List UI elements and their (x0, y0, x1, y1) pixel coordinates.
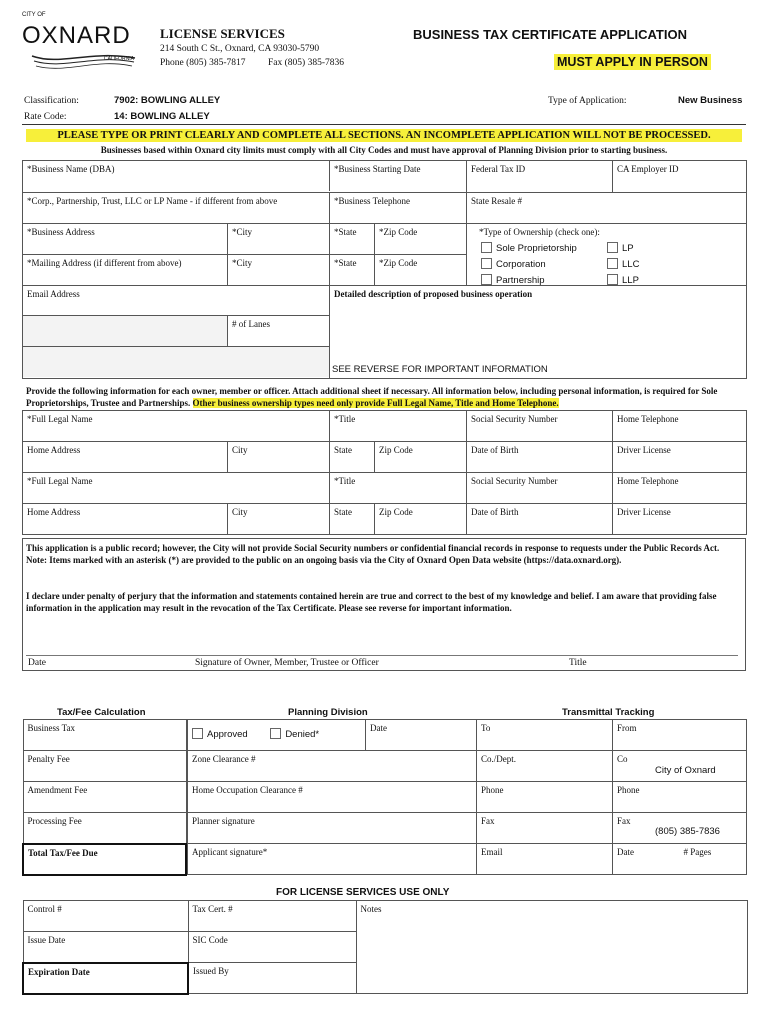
ca-employer-id-field[interactable]: CA Employer ID (613, 161, 747, 193)
checkbox-icon[interactable] (607, 242, 618, 253)
transmittal-phone2-field[interactable]: Phone (613, 782, 747, 813)
state-resale-field[interactable]: State Resale # (467, 193, 747, 224)
owner1-dob-field[interactable]: Date of Birth (467, 442, 613, 473)
ownership-type-box (467, 224, 747, 286)
office-phone: Phone (805) 385-7817 (160, 58, 246, 68)
planning-date-field[interactable]: Date (366, 720, 477, 751)
ownership-partnership[interactable]: Partnership (481, 273, 577, 289)
checkbox-icon[interactable] (192, 728, 203, 739)
transmittal-pages-field[interactable]: # Pages (680, 844, 747, 875)
owner2-name-field[interactable]: *Full Legal Name (23, 473, 330, 504)
lanes-blank (23, 316, 228, 346)
total-tax-fee-field[interactable]: Total Tax/Fee Due (23, 844, 186, 875)
transmittal-date-field[interactable]: Date (613, 844, 680, 875)
zone-clearance-field[interactable]: Zone Clearance # (188, 751, 477, 782)
date-line (26, 655, 200, 656)
checkbox-icon[interactable] (607, 274, 618, 285)
transmittal-from-field[interactable]: From (613, 720, 747, 751)
logo-sub-text: CALIFORNIA (104, 56, 135, 62)
logo-small-text: CITY OF (22, 12, 46, 18)
notice-planning: Businesses based within Oxnard city limits must comply with all City Codes and must have approval of Planning Division prior to starting business. (100, 145, 668, 155)
amendment-fee-field[interactable]: Amendment Fee (23, 782, 186, 813)
processing-fee-field[interactable]: Processing Fee (23, 813, 186, 844)
owner2-city-field[interactable]: City (228, 504, 330, 535)
owners-table (22, 410, 747, 535)
owner1-state-field[interactable]: State (330, 442, 375, 473)
owner2-state-field[interactable]: State (330, 504, 375, 535)
owner2-title-field[interactable]: *Title (330, 473, 467, 504)
transmittal-fax2-field[interactable]: Fax (805) 385-7836 (613, 813, 747, 844)
owner2-home-phone-field[interactable]: Home Telephone (613, 473, 747, 504)
signature-owner-label[interactable]: Signature of Owner, Member, Trustee or Officer (195, 658, 379, 668)
office-title: LICENSE SERVICES (160, 26, 285, 41)
city-logo (22, 12, 142, 74)
transmittal-co-value: City of Oxnard (655, 765, 716, 776)
home-occupation-field[interactable]: Home Occupation Clearance # (188, 782, 477, 813)
office-use-heading: FOR LICENSE SERVICES USE ONLY (276, 887, 450, 898)
tax-cert-field[interactable]: Tax Cert. # (188, 901, 356, 932)
control-number-field[interactable]: Control # (23, 901, 188, 932)
owner2-ssn-field[interactable]: Social Security Number (467, 473, 613, 504)
owner2-dob-field[interactable]: Date of Birth (467, 504, 613, 535)
tax-fee-table (22, 719, 187, 876)
notice-incomplete: PLEASE TYPE OR PRINT CLEARLY AND COMPLETE ALL SECTIONS. AN INCOMPLETE APPLICATION WILL NOT BE PROCESSED. (26, 129, 742, 142)
penalty-fee-field[interactable]: Penalty Fee (23, 751, 186, 782)
business-tax-field[interactable]: Business Tax (23, 720, 186, 751)
business-telephone-field[interactable]: *Business Telephone (334, 196, 410, 206)
ownership-type-label: *Type of Ownership (check one): (479, 227, 600, 237)
owner1-title-field[interactable]: *Title (330, 411, 467, 442)
checkbox-icon[interactable] (481, 258, 492, 269)
owner1-zip-field[interactable]: Zip Code (375, 442, 467, 473)
lanes-field[interactable]: # of Lanes (232, 319, 270, 329)
transmittal-to-field[interactable]: To (477, 720, 613, 751)
must-apply-banner: MUST APPLY IN PERSON (554, 54, 711, 70)
mailing-zip-field[interactable]: *Zip Code (375, 255, 467, 286)
ownership-lp[interactable]: LP (607, 241, 639, 257)
transmittal-email-field[interactable]: Email (477, 844, 613, 875)
owner2-zip-field[interactable]: Zip Code (375, 504, 467, 535)
checkbox-icon[interactable] (481, 274, 492, 285)
business-description-field[interactable] (330, 286, 747, 379)
business-name-field[interactable]: *Business Name (DBA) (23, 161, 330, 191)
checkbox-icon[interactable] (607, 258, 618, 269)
planning-heading: Planning Division (288, 707, 368, 718)
business-zip-field[interactable]: *Zip Code (375, 224, 467, 255)
public-record-notice: This application is a public record; however, the City will not provide Social Security numbers or confidential financial records in response to requests under the Public Records Act. Note: Items marked with an asterisk (*) are provided to the public on an ongoing basis via the City of Oxnard Open Data website (https://data.oxnard.org). (26, 543, 720, 565)
mailing-address-field[interactable]: *Mailing Address (if different from above) (23, 255, 228, 286)
office-use-table (22, 900, 748, 995)
sic-code-field[interactable]: SIC Code (188, 932, 356, 963)
business-address-field[interactable]: *Business Address (23, 224, 228, 255)
owner1-city-field[interactable]: City (228, 442, 330, 473)
business-city-field[interactable]: *City (228, 224, 330, 255)
rate-code-label: Rate Code: (24, 112, 67, 122)
mailing-state-field[interactable]: *State (330, 255, 375, 286)
business-info-table (22, 160, 747, 379)
classification-label: Classification: (24, 96, 79, 106)
rate-code-value: 14: BOWLING ALLEY (114, 111, 210, 122)
owner2-home-address-field[interactable]: Home Address (23, 504, 228, 535)
logo-city-name: OXNARD (22, 22, 131, 49)
owner2-dl-field[interactable]: Driver License (613, 504, 747, 535)
ownership-llc[interactable]: LLC (607, 257, 639, 273)
transmittal-fax-field[interactable]: Fax (477, 813, 613, 844)
owners-instructions: Provide the following information for each owner, member or officer. Attach additional sheet if necessary. All information below, including personal information, is required for Sole Proprietorships, Trustee and Partnerships. Other business ownership types need only provide Full Legal Name, Title and Home Telephone. (26, 386, 718, 408)
owner1-ssn-field[interactable]: Social Security Number (467, 411, 613, 442)
federal-tax-id-field[interactable]: Federal Tax ID (467, 161, 613, 193)
transmittal-fax-value: (805) 385-7836 (655, 826, 720, 837)
mailing-city-field[interactable]: *City (228, 255, 330, 286)
business-description-label: Detailed description of proposed business operation (334, 289, 533, 299)
signature-title-label: Title (569, 658, 587, 668)
email-field[interactable]: Email Address (23, 286, 329, 316)
ownership-corporation[interactable]: Corporation (481, 257, 577, 273)
office-address: 214 South C St., Oxnard, CA 93030-5790 (160, 44, 320, 54)
planning-table (187, 719, 477, 875)
email-lanes-box (23, 286, 330, 379)
title-line (568, 655, 738, 656)
transmittal-co-field[interactable]: Co City of Oxnard (613, 751, 747, 782)
signature-line (193, 655, 577, 656)
owner1-home-address-field[interactable]: Home Address (23, 442, 228, 473)
transmittal-heading: Transmittal Tracking (562, 707, 655, 718)
owner1-dl-field[interactable]: Driver License (613, 442, 747, 473)
owner1-home-phone-field[interactable]: Home Telephone (613, 411, 747, 442)
expiration-date-field[interactable]: Expiration Date (23, 963, 188, 994)
signature-date-label: Date (28, 658, 46, 668)
transmittal-table (476, 719, 747, 875)
declaration-box (22, 538, 746, 671)
checkbox-icon[interactable] (270, 728, 281, 739)
see-reverse-note: SEE REVERSE FOR IMPORTANT INFORMATION (332, 364, 548, 376)
header-divider (22, 124, 746, 125)
owner1-name-field[interactable]: *Full Legal Name (23, 411, 330, 442)
issue-date-field[interactable]: Issue Date (23, 932, 188, 963)
classification-value: 7902: BOWLING ALLEY (114, 95, 221, 106)
email-blank-area (23, 347, 329, 377)
planner-signature-field[interactable]: Planner signature (188, 813, 477, 844)
ownership-llp[interactable]: LLP (607, 273, 639, 289)
perjury-declaration: I declare under penalty of perjury that the information and statements contained herein are true and correct to the best of my knowledge and belief. I am aware that providing false information in the application may result in the revocation of the Tax Certificate. Please see reverse for important information. (26, 591, 717, 613)
transmittal-phone-field[interactable]: Phone (477, 782, 613, 813)
corp-name-field[interactable]: *Corp., Partnership, Trust, LLC or LP Name - if different from above (23, 193, 330, 223)
office-fax: Fax (805) 385-7836 (268, 58, 344, 68)
business-state-field[interactable]: *State (330, 224, 375, 255)
form-title: BUSINESS TAX CERTIFICATE APPLICATION (413, 27, 687, 42)
business-start-date-field[interactable]: *Business Starting Date (334, 164, 421, 174)
checkbox-icon[interactable] (481, 242, 492, 253)
notes-field[interactable]: Notes (356, 901, 747, 994)
tax-fee-heading: Tax/Fee Calculation (57, 707, 146, 718)
applicant-signature-field[interactable]: Applicant signature* (188, 844, 477, 875)
application-type-label: Type of Application: (548, 96, 627, 106)
application-type-value: New Business (678, 95, 743, 106)
ownership-sole-prop[interactable]: Sole Proprietorship (481, 241, 577, 257)
issued-by-field[interactable]: Issued By (188, 963, 356, 994)
planning-approval-cell (188, 720, 366, 751)
denied-option[interactable]: Denied* (270, 729, 319, 740)
transmittal-codept-field[interactable]: Co./Dept. (477, 751, 613, 782)
approved-option[interactable]: Approved (192, 729, 248, 740)
